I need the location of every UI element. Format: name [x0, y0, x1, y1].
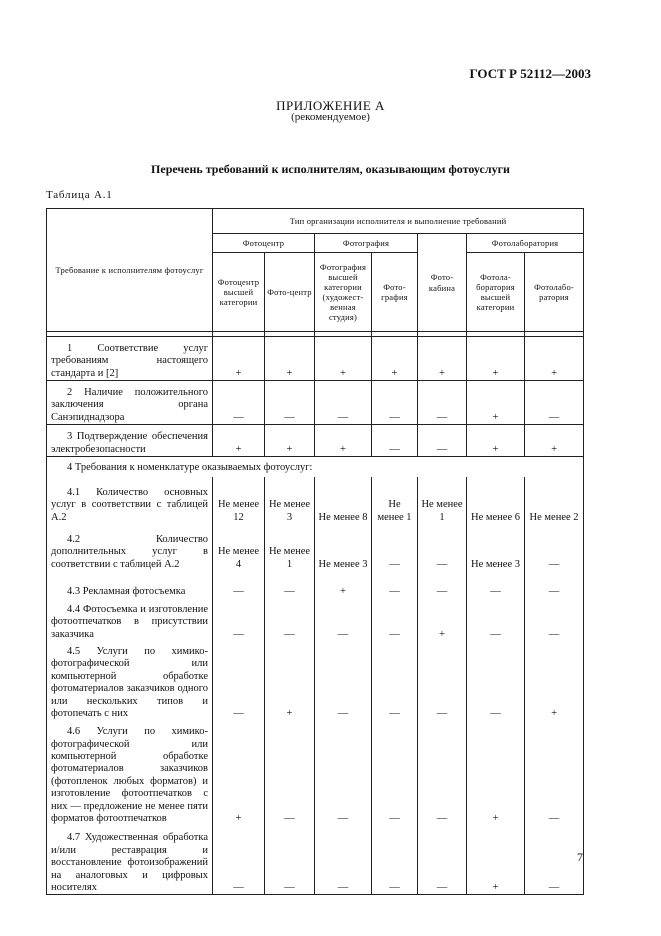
column-header: Фотола-боратория высшей категории [467, 253, 525, 332]
table-cell: — [265, 720, 315, 825]
table-cell: — [525, 825, 584, 895]
table-cell: — [315, 825, 372, 895]
document-title: Перечень требований к исполнителям, оказывающим фотоуслуги [151, 162, 510, 176]
table-cell: — [315, 720, 372, 825]
table-cell: Не менее 3 [315, 524, 372, 571]
table-row [47, 524, 584, 571]
group-header-photolab: Фотолаборатория [467, 234, 584, 253]
table-cell: — [213, 381, 265, 425]
column-group-header: Тип организации исполнителя и выполнение требований [213, 209, 584, 234]
table-cell: — [372, 641, 418, 720]
table-row [47, 571, 584, 598]
table-row [47, 720, 584, 825]
table-cell: — [372, 825, 418, 895]
table-cell: + [213, 425, 265, 457]
row-label: 4.7 Художественная обработка и/или реставрация и восстановление фотоизображений на аналоговых и цифровых носителях [47, 825, 213, 895]
table-cell: — [265, 598, 315, 641]
group-header-photography: Фотография [315, 234, 418, 253]
table-row [47, 825, 584, 895]
column-header: Фотография высшей категории (художест-венная студия) [315, 253, 372, 332]
table-cell: + [525, 337, 584, 381]
table-row [47, 425, 584, 457]
table-cell: + [418, 337, 467, 381]
table-cell: Не менее 4 [213, 524, 265, 571]
column-header: Фото-кабина [418, 234, 467, 332]
table-cell: Не менее 3 [265, 477, 315, 524]
row-label: 4.1 Количество основных услуг в соответствии с таблицей А.2 [47, 477, 213, 524]
table-cell: + [372, 337, 418, 381]
table-row [47, 477, 584, 524]
table-cell: + [467, 381, 525, 425]
appendix-title: ПРИЛОЖЕНИЕ А [276, 98, 385, 113]
column-header-requirement: Требование к исполнителям фотоуслуг [47, 209, 213, 332]
row-label: 2 Наличие положительного заключения органа Санэпиднадзора [47, 381, 213, 425]
table-cell: — [315, 641, 372, 720]
table-cell: Не менее 8 [315, 477, 372, 524]
table-cell: + [265, 641, 315, 720]
section-heading: 4 Требования к номенклатуре оказываемых фотоуслуг: [47, 457, 584, 478]
column-header: Фотолабо-ратория [525, 253, 584, 332]
table-cell: — [265, 571, 315, 598]
table-cell: — [525, 598, 584, 641]
table-cell: — [265, 825, 315, 895]
table-cell: — [418, 641, 467, 720]
table-cell: + [315, 571, 372, 598]
table-cell: + [467, 720, 525, 825]
table-cell: — [418, 524, 467, 571]
table-cell: — [525, 720, 584, 825]
table-cell: + [213, 720, 265, 825]
row-label: 3 Подтверждение обеспечения электробезопасности [47, 425, 213, 457]
table-cell: Не менее 1 [418, 477, 467, 524]
table-cell: + [418, 598, 467, 641]
table-row [47, 381, 584, 425]
table-cell: + [315, 337, 372, 381]
table-cell: — [213, 571, 265, 598]
table-cell: — [525, 524, 584, 571]
table-cell: + [525, 425, 584, 457]
row-label: 4.3 Рекламная фотосъемка [47, 571, 213, 598]
table-cell: Не менее 6 [467, 477, 525, 524]
table-row [47, 337, 584, 381]
table-cell: — [372, 381, 418, 425]
table-row [47, 598, 584, 641]
row-label: 1 Соответствие услуг требованиям настоящего стандарта и [2] [47, 337, 213, 381]
table-row [47, 457, 584, 478]
row-label: 4.4 Фотосъемка и изготовление фотоотпечатков в присутствии заказчика [47, 598, 213, 641]
table-cell: + [315, 425, 372, 457]
table-cell: — [467, 641, 525, 720]
standard-number: ГОСТ Р 52112—2003 [469, 66, 591, 81]
table-cell: — [418, 425, 467, 457]
row-label: 4.2 Количество дополнительных услуг в соответствии с таблицей А.2 [47, 524, 213, 571]
table-cell: Не менее 12 [213, 477, 265, 524]
table-cell: + [467, 825, 525, 895]
column-header: Фотоцентр высшей категории [213, 253, 265, 332]
row-label: 4.6 Услуги по химико-фотографической или компьютерной обработке фотоматериалов заказчиков (фотопленок любых форматов) и изготовление фотоотпечатков с них — предложение не менее пяти форматов фотоотпечатков [47, 720, 213, 825]
table-cell: — [372, 524, 418, 571]
table-cell: + [467, 425, 525, 457]
requirements-table [46, 208, 584, 895]
table-cell: — [418, 381, 467, 425]
table-cell: — [372, 720, 418, 825]
group-header-photocenter: Фотоцентр [213, 234, 315, 253]
table-cell: — [372, 598, 418, 641]
row-label: 4.5 Услуги по химико-фотографической или компьютерной обработке фотоматериалов заказчиков одного или нескольких типов и фотопечать с них [47, 641, 213, 720]
table-cell: Не менее 1 [265, 524, 315, 571]
table-cell: — [525, 381, 584, 425]
page-number: 7 [577, 850, 583, 864]
table-cell: — [213, 598, 265, 641]
table-cell: — [467, 598, 525, 641]
table-cell: — [418, 825, 467, 895]
appendix-subtitle: (рекомендуемое) [291, 111, 370, 123]
table-row [47, 641, 584, 720]
table-cell: — [213, 825, 265, 895]
table-cell: — [467, 571, 525, 598]
table-cell: — [418, 720, 467, 825]
table-cell: + [213, 337, 265, 381]
table-cell: — [525, 571, 584, 598]
table-cell: + [265, 337, 315, 381]
column-header: Фото-центр [265, 253, 315, 332]
table-cell: — [315, 381, 372, 425]
table-cell: — [315, 598, 372, 641]
table-cell: + [467, 337, 525, 381]
column-header: Фото-графия [372, 253, 418, 332]
table-cell: — [418, 571, 467, 598]
table-cell: + [265, 425, 315, 457]
table-cell: — [213, 641, 265, 720]
table-cell: — [265, 381, 315, 425]
table-cell: Не менее 1 [372, 477, 418, 524]
table-cell: + [525, 641, 584, 720]
table-cell: — [372, 425, 418, 457]
table-cell: Не менее 3 [467, 524, 525, 571]
table-cell: Не менее 2 [525, 477, 584, 524]
table-label: Таблица А.1 [46, 189, 113, 201]
table-cell: — [372, 571, 418, 598]
